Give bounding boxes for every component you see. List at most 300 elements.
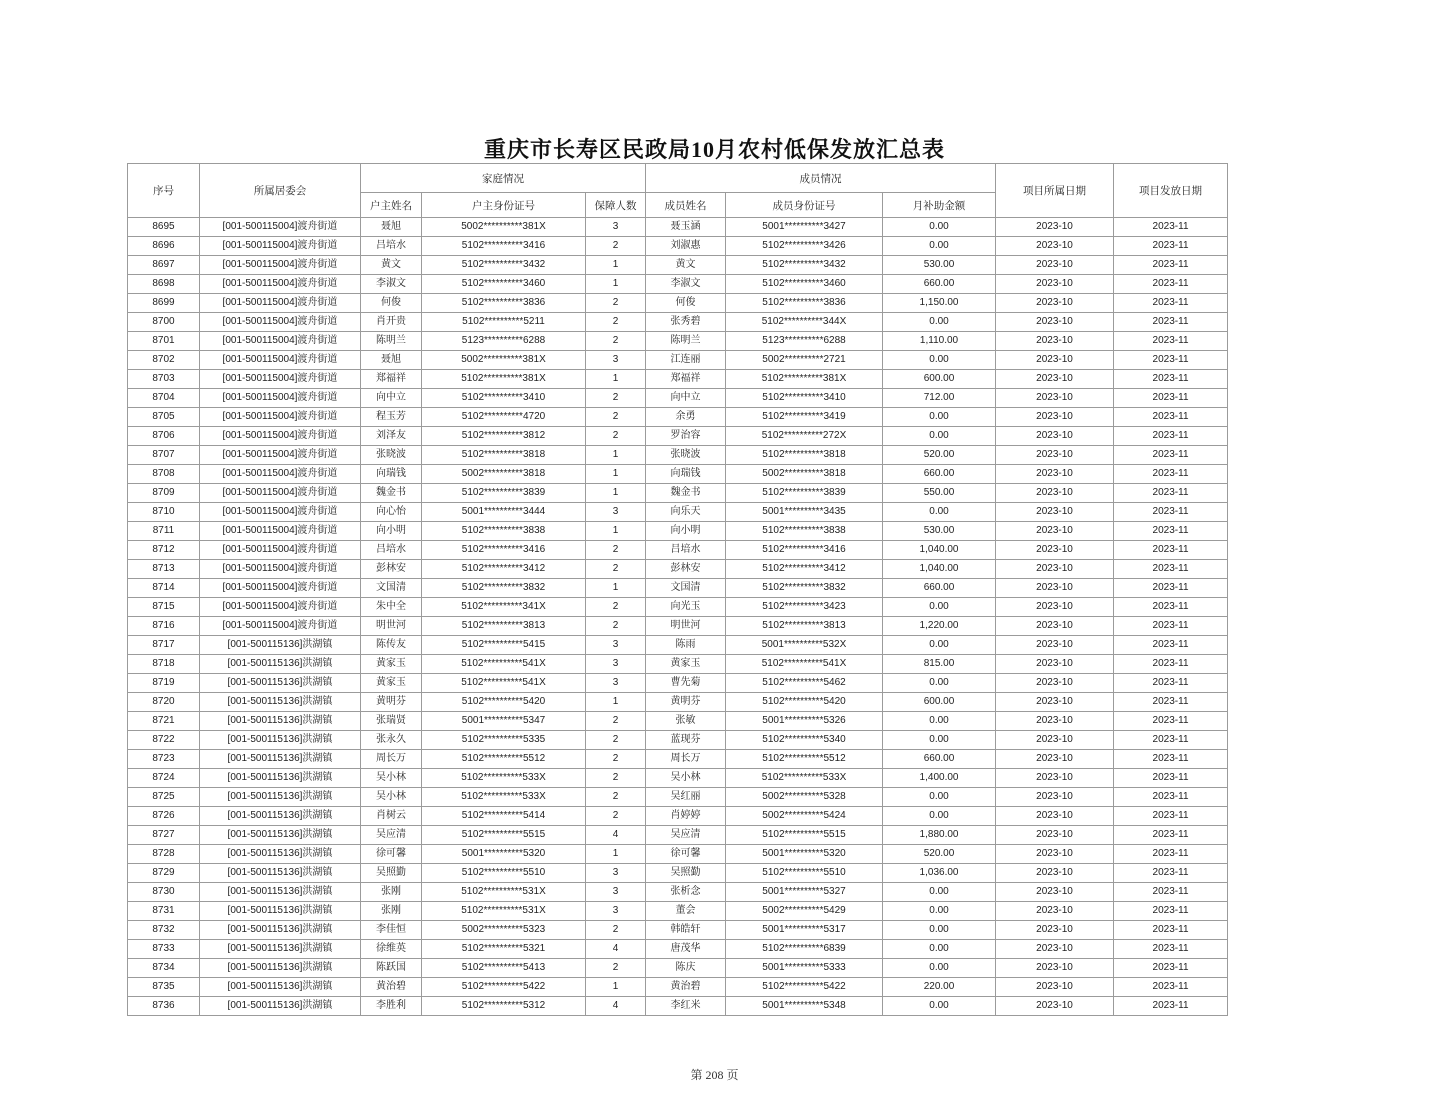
serial-cell: 8704 — [128, 389, 200, 408]
serial-cell: 8707 — [128, 446, 200, 465]
member-id-cell: 5102**********381X — [726, 370, 883, 389]
head-name-cell: 李淑文 — [361, 275, 422, 294]
serial-cell: 8722 — [128, 731, 200, 750]
member-name-cell: 陈明兰 — [646, 332, 726, 351]
insured-count-cell: 1 — [586, 845, 646, 864]
committee-cell: [001-500115004]渡舟街道 — [200, 313, 361, 332]
committee-cell: [001-500115004]渡舟街道 — [200, 256, 361, 275]
head-name-cell: 徐可馨 — [361, 845, 422, 864]
head-name-cell: 向瑞钱 — [361, 465, 422, 484]
head-id-cell: 5123**********6288 — [422, 332, 586, 351]
project-month-cell: 2023-10 — [996, 807, 1114, 826]
project-month-cell: 2023-10 — [996, 237, 1114, 256]
amount-cell: 815.00 — [883, 655, 996, 674]
head-name-cell: 明世河 — [361, 617, 422, 636]
member-id-cell: 5102**********3432 — [726, 256, 883, 275]
issue-month-cell: 2023-11 — [1114, 503, 1228, 522]
amount-cell: 520.00 — [883, 845, 996, 864]
member-name-cell: 黄家玉 — [646, 655, 726, 674]
member-id-cell: 5102**********3836 — [726, 294, 883, 313]
member-id-cell: 5102**********3423 — [726, 598, 883, 617]
committee-cell: [001-500115004]渡舟街道 — [200, 427, 361, 446]
amount-cell: 1,150.00 — [883, 294, 996, 313]
col-header-member-id: 成员身份证号 — [726, 193, 883, 218]
project-month-cell: 2023-10 — [996, 332, 1114, 351]
issue-month-cell: 2023-11 — [1114, 959, 1228, 978]
head-name-cell: 张永久 — [361, 731, 422, 750]
head-name-cell: 黄明芬 — [361, 693, 422, 712]
committee-cell: [001-500115136]洪湖镇 — [200, 940, 361, 959]
col-header-project-month: 项目所属日期 — [996, 164, 1114, 218]
amount-cell: 520.00 — [883, 446, 996, 465]
amount-cell: 0.00 — [883, 237, 996, 256]
insured-count-cell: 1 — [586, 693, 646, 712]
committee-cell: [001-500115004]渡舟街道 — [200, 522, 361, 541]
issue-month-cell: 2023-11 — [1114, 940, 1228, 959]
committee-cell: [001-500115136]洪湖镇 — [200, 674, 361, 693]
insured-count-cell: 3 — [586, 902, 646, 921]
head-id-cell: 5102**********533X — [422, 769, 586, 788]
head-name-cell: 刘泽友 — [361, 427, 422, 446]
member-name-cell: 唐茂华 — [646, 940, 726, 959]
committee-cell: [001-500115004]渡舟街道 — [200, 598, 361, 617]
committee-cell: [001-500115136]洪湖镇 — [200, 997, 361, 1016]
member-id-cell: 5001**********3427 — [726, 218, 883, 237]
insured-count-cell: 2 — [586, 408, 646, 427]
member-name-cell: 吴应清 — [646, 826, 726, 845]
head-id-cell: 5102**********3813 — [422, 617, 586, 636]
member-name-cell: 韩皓轩 — [646, 921, 726, 940]
member-id-cell: 5102**********3410 — [726, 389, 883, 408]
project-month-cell: 2023-10 — [996, 446, 1114, 465]
head-id-cell: 5102**********381X — [422, 370, 586, 389]
committee-cell: [001-500115136]洪湖镇 — [200, 845, 361, 864]
amount-cell: 1,040.00 — [883, 541, 996, 560]
head-name-cell: 张刚 — [361, 883, 422, 902]
issue-month-cell: 2023-11 — [1114, 997, 1228, 1016]
member-name-cell: 吕培水 — [646, 541, 726, 560]
amount-cell: 660.00 — [883, 750, 996, 769]
serial-cell: 8711 — [128, 522, 200, 541]
head-name-cell: 向中立 — [361, 389, 422, 408]
project-month-cell: 2023-10 — [996, 465, 1114, 484]
insured-count-cell: 2 — [586, 769, 646, 788]
serial-cell: 8709 — [128, 484, 200, 503]
serial-cell: 8731 — [128, 902, 200, 921]
committee-cell: [001-500115136]洪湖镇 — [200, 693, 361, 712]
insured-count-cell: 3 — [586, 503, 646, 522]
committee-cell: [001-500115004]渡舟街道 — [200, 579, 361, 598]
serial-cell: 8735 — [128, 978, 200, 997]
member-name-cell: 张晓波 — [646, 446, 726, 465]
insured-count-cell: 2 — [586, 427, 646, 446]
head-id-cell: 5102**********341X — [422, 598, 586, 617]
head-id-cell: 5102**********3412 — [422, 560, 586, 579]
table-row — [128, 655, 1228, 674]
head-name-cell: 聂旭 — [361, 218, 422, 237]
member-name-cell: 黄治碧 — [646, 978, 726, 997]
issue-month-cell: 2023-11 — [1114, 484, 1228, 503]
col-header-member-name: 成员姓名 — [646, 193, 726, 218]
issue-month-cell: 2023-11 — [1114, 788, 1228, 807]
project-month-cell: 2023-10 — [996, 541, 1114, 560]
member-id-cell: 5001**********5327 — [726, 883, 883, 902]
head-id-cell: 5102**********5515 — [422, 826, 586, 845]
amount-cell: 600.00 — [883, 370, 996, 389]
amount-cell: 600.00 — [883, 693, 996, 712]
committee-cell: [001-500115136]洪湖镇 — [200, 864, 361, 883]
head-name-cell: 陈明兰 — [361, 332, 422, 351]
insured-count-cell: 1 — [586, 256, 646, 275]
head-name-cell: 李佳恒 — [361, 921, 422, 940]
committee-cell: [001-500115004]渡舟街道 — [200, 617, 361, 636]
head-id-cell: 5102**********5211 — [422, 313, 586, 332]
table-row — [128, 275, 1228, 294]
committee-cell: [001-500115004]渡舟街道 — [200, 465, 361, 484]
amount-cell: 712.00 — [883, 389, 996, 408]
head-name-cell: 张瑞贤 — [361, 712, 422, 731]
head-id-cell: 5102**********5415 — [422, 636, 586, 655]
insured-count-cell: 2 — [586, 712, 646, 731]
amount-cell: 0.00 — [883, 731, 996, 750]
table-row — [128, 712, 1228, 731]
serial-cell: 8699 — [128, 294, 200, 313]
member-id-cell: 5102**********5340 — [726, 731, 883, 750]
member-name-cell: 蓝现芬 — [646, 731, 726, 750]
head-name-cell: 文国清 — [361, 579, 422, 598]
table-row — [128, 218, 1228, 237]
amount-cell: 1,400.00 — [883, 769, 996, 788]
col-header-family-group: 家庭情况 — [361, 164, 646, 193]
member-name-cell: 文国清 — [646, 579, 726, 598]
member-id-cell: 5102**********533X — [726, 769, 883, 788]
member-id-cell: 5001**********5333 — [726, 959, 883, 978]
col-header-serial: 序号 — [128, 164, 200, 218]
amount-cell: 660.00 — [883, 465, 996, 484]
head-name-cell: 吴小林 — [361, 769, 422, 788]
issue-month-cell: 2023-11 — [1114, 351, 1228, 370]
project-month-cell: 2023-10 — [996, 712, 1114, 731]
serial-cell: 8714 — [128, 579, 200, 598]
serial-cell: 8703 — [128, 370, 200, 389]
member-name-cell: 魏金书 — [646, 484, 726, 503]
project-month-cell: 2023-10 — [996, 921, 1114, 940]
committee-cell: [001-500115004]渡舟街道 — [200, 332, 361, 351]
head-name-cell: 黄文 — [361, 256, 422, 275]
project-month-cell: 2023-10 — [996, 997, 1114, 1016]
serial-cell: 8720 — [128, 693, 200, 712]
issue-month-cell: 2023-11 — [1114, 750, 1228, 769]
serial-cell: 8695 — [128, 218, 200, 237]
serial-cell: 8726 — [128, 807, 200, 826]
amount-cell: 550.00 — [883, 484, 996, 503]
insured-count-cell: 4 — [586, 940, 646, 959]
issue-month-cell: 2023-11 — [1114, 370, 1228, 389]
table-row — [128, 484, 1228, 503]
issue-month-cell: 2023-11 — [1114, 978, 1228, 997]
issue-month-cell: 2023-11 — [1114, 579, 1228, 598]
project-month-cell: 2023-10 — [996, 427, 1114, 446]
head-id-cell: 5102**********3832 — [422, 579, 586, 598]
member-name-cell: 江连丽 — [646, 351, 726, 370]
serial-cell: 8715 — [128, 598, 200, 617]
head-id-cell: 5102**********5312 — [422, 997, 586, 1016]
table-row — [128, 864, 1228, 883]
member-id-cell: 5102**********3813 — [726, 617, 883, 636]
member-id-cell: 5102**********5422 — [726, 978, 883, 997]
insured-count-cell: 2 — [586, 294, 646, 313]
member-name-cell: 何俊 — [646, 294, 726, 313]
member-name-cell: 向中立 — [646, 389, 726, 408]
head-id-cell: 5102**********3836 — [422, 294, 586, 313]
serial-cell: 8708 — [128, 465, 200, 484]
member-id-cell: 5001**********3435 — [726, 503, 883, 522]
insured-count-cell: 4 — [586, 826, 646, 845]
serial-cell: 8710 — [128, 503, 200, 522]
table-row — [128, 693, 1228, 712]
head-id-cell: 5001**********5320 — [422, 845, 586, 864]
amount-cell: 0.00 — [883, 921, 996, 940]
head-id-cell: 5001**********3444 — [422, 503, 586, 522]
insured-count-cell: 1 — [586, 484, 646, 503]
head-id-cell: 5102**********5420 — [422, 693, 586, 712]
page-title: 重庆市长寿区民政局10月农村低保发放汇总表 — [483, 137, 945, 162]
committee-cell: [001-500115136]洪湖镇 — [200, 750, 361, 769]
committee-cell: [001-500115004]渡舟街道 — [200, 237, 361, 256]
issue-month-cell: 2023-11 — [1114, 275, 1228, 294]
member-name-cell: 郑福祥 — [646, 370, 726, 389]
table-row — [128, 997, 1228, 1016]
serial-cell: 8727 — [128, 826, 200, 845]
member-name-cell: 聂玉涵 — [646, 218, 726, 237]
member-name-cell: 黄文 — [646, 256, 726, 275]
head-name-cell: 肖树云 — [361, 807, 422, 826]
issue-month-cell: 2023-11 — [1114, 256, 1228, 275]
member-name-cell: 吴照勤 — [646, 864, 726, 883]
member-id-cell: 5002**********2721 — [726, 351, 883, 370]
serial-cell: 8725 — [128, 788, 200, 807]
member-id-cell: 5001**********5317 — [726, 921, 883, 940]
table-row — [128, 902, 1228, 921]
table-row — [128, 959, 1228, 978]
head-id-cell: 5102**********5512 — [422, 750, 586, 769]
insured-count-cell: 2 — [586, 750, 646, 769]
member-name-cell: 罗治容 — [646, 427, 726, 446]
head-id-cell: 5102**********3839 — [422, 484, 586, 503]
member-name-cell: 李淑文 — [646, 275, 726, 294]
head-name-cell: 朱中全 — [361, 598, 422, 617]
member-id-cell: 5102**********3832 — [726, 579, 883, 598]
insured-count-cell: 1 — [586, 370, 646, 389]
head-name-cell: 黄家玉 — [361, 674, 422, 693]
amount-cell: 0.00 — [883, 598, 996, 617]
table-row — [128, 389, 1228, 408]
member-id-cell: 5002**********5328 — [726, 788, 883, 807]
head-id-cell: 5002**********381X — [422, 218, 586, 237]
serial-cell: 8702 — [128, 351, 200, 370]
insured-count-cell: 2 — [586, 731, 646, 750]
committee-cell: [001-500115004]渡舟街道 — [200, 218, 361, 237]
insured-count-cell: 3 — [586, 218, 646, 237]
project-month-cell: 2023-10 — [996, 731, 1114, 750]
committee-cell: [001-500115136]洪湖镇 — [200, 883, 361, 902]
insured-count-cell: 3 — [586, 636, 646, 655]
member-name-cell: 董会 — [646, 902, 726, 921]
insured-count-cell: 3 — [586, 674, 646, 693]
insured-count-cell: 3 — [586, 655, 646, 674]
amount-cell: 1,036.00 — [883, 864, 996, 883]
member-id-cell: 5002**********5424 — [726, 807, 883, 826]
committee-cell: [001-500115136]洪湖镇 — [200, 731, 361, 750]
project-month-cell: 2023-10 — [996, 598, 1114, 617]
amount-cell: 1,110.00 — [883, 332, 996, 351]
amount-cell: 0.00 — [883, 427, 996, 446]
table-row — [128, 769, 1228, 788]
head-name-cell: 张晓波 — [361, 446, 422, 465]
member-name-cell: 陈庆 — [646, 959, 726, 978]
member-id-cell: 5102**********3460 — [726, 275, 883, 294]
table-row — [128, 731, 1228, 750]
member-id-cell: 5102**********5420 — [726, 693, 883, 712]
head-id-cell: 5102**********531X — [422, 883, 586, 902]
committee-cell: [001-500115004]渡舟街道 — [200, 446, 361, 465]
table-row — [128, 541, 1228, 560]
member-id-cell: 5102**********5510 — [726, 864, 883, 883]
head-id-cell: 5102**********5510 — [422, 864, 586, 883]
table-row — [128, 674, 1228, 693]
serial-cell: 8721 — [128, 712, 200, 731]
insured-count-cell: 3 — [586, 864, 646, 883]
insured-count-cell: 2 — [586, 313, 646, 332]
member-id-cell: 5102**********5515 — [726, 826, 883, 845]
member-id-cell: 5102**********272X — [726, 427, 883, 446]
table-row — [128, 560, 1228, 579]
project-month-cell: 2023-10 — [996, 218, 1114, 237]
serial-cell: 8712 — [128, 541, 200, 560]
project-month-cell: 2023-10 — [996, 484, 1114, 503]
issue-month-cell: 2023-11 — [1114, 560, 1228, 579]
committee-cell: [001-500115136]洪湖镇 — [200, 959, 361, 978]
project-month-cell: 2023-10 — [996, 655, 1114, 674]
issue-month-cell: 2023-11 — [1114, 427, 1228, 446]
committee-cell: [001-500115136]洪湖镇 — [200, 826, 361, 845]
serial-cell: 8729 — [128, 864, 200, 883]
member-name-cell: 刘淑惠 — [646, 237, 726, 256]
committee-cell: [001-500115004]渡舟街道 — [200, 370, 361, 389]
amount-cell: 0.00 — [883, 788, 996, 807]
table-row — [128, 921, 1228, 940]
project-month-cell: 2023-10 — [996, 560, 1114, 579]
head-name-cell: 黄家玉 — [361, 655, 422, 674]
committee-cell: [001-500115136]洪湖镇 — [200, 921, 361, 940]
head-name-cell: 郑福祥 — [361, 370, 422, 389]
member-name-cell: 向瑞钱 — [646, 465, 726, 484]
project-month-cell: 2023-10 — [996, 674, 1114, 693]
issue-month-cell: 2023-11 — [1114, 636, 1228, 655]
issue-month-cell: 2023-11 — [1114, 465, 1228, 484]
member-name-cell: 张秀碧 — [646, 313, 726, 332]
project-month-cell: 2023-10 — [996, 408, 1114, 427]
issue-month-cell: 2023-11 — [1114, 598, 1228, 617]
member-id-cell: 5001**********532X — [726, 636, 883, 655]
member-name-cell: 周长万 — [646, 750, 726, 769]
committee-cell: [001-500115004]渡舟街道 — [200, 275, 361, 294]
committee-cell: [001-500115004]渡舟街道 — [200, 408, 361, 427]
head-id-cell: 5102**********5321 — [422, 940, 586, 959]
amount-cell: 530.00 — [883, 522, 996, 541]
head-name-cell: 吴应清 — [361, 826, 422, 845]
table-row — [128, 579, 1228, 598]
amount-cell: 0.00 — [883, 902, 996, 921]
serial-cell: 8724 — [128, 769, 200, 788]
amount-cell: 220.00 — [883, 978, 996, 997]
head-name-cell: 彭林安 — [361, 560, 422, 579]
amount-cell: 0.00 — [883, 959, 996, 978]
issue-month-cell: 2023-11 — [1114, 389, 1228, 408]
amount-cell: 0.00 — [883, 883, 996, 902]
table-row — [128, 427, 1228, 446]
head-id-cell: 5102**********541X — [422, 655, 586, 674]
member-id-cell: 5001**********5320 — [726, 845, 883, 864]
issue-month-cell: 2023-11 — [1114, 845, 1228, 864]
member-name-cell: 李红米 — [646, 997, 726, 1016]
committee-cell: [001-500115136]洪湖镇 — [200, 788, 361, 807]
serial-cell: 8697 — [128, 256, 200, 275]
table-row — [128, 636, 1228, 655]
member-id-cell: 5102**********3839 — [726, 484, 883, 503]
head-id-cell: 5102**********5413 — [422, 959, 586, 978]
member-name-cell: 陈雨 — [646, 636, 726, 655]
serial-cell: 8733 — [128, 940, 200, 959]
table-row — [128, 313, 1228, 332]
issue-month-cell: 2023-11 — [1114, 902, 1228, 921]
committee-cell: [001-500115004]渡舟街道 — [200, 294, 361, 313]
issue-month-cell: 2023-11 — [1114, 807, 1228, 826]
project-month-cell: 2023-10 — [996, 788, 1114, 807]
member-id-cell: 5102**********3419 — [726, 408, 883, 427]
table-row — [128, 408, 1228, 427]
committee-cell: [001-500115004]渡舟街道 — [200, 351, 361, 370]
head-name-cell: 吕培水 — [361, 237, 422, 256]
amount-cell: 0.00 — [883, 997, 996, 1016]
insured-count-cell: 2 — [586, 332, 646, 351]
project-month-cell: 2023-10 — [996, 370, 1114, 389]
committee-cell: [001-500115004]渡舟街道 — [200, 541, 361, 560]
head-name-cell: 张刚 — [361, 902, 422, 921]
committee-cell: [001-500115004]渡舟街道 — [200, 560, 361, 579]
col-header-committee: 所属居委会 — [200, 164, 361, 218]
issue-month-cell: 2023-11 — [1114, 237, 1228, 256]
project-month-cell: 2023-10 — [996, 294, 1114, 313]
issue-month-cell: 2023-11 — [1114, 446, 1228, 465]
project-month-cell: 2023-10 — [996, 636, 1114, 655]
col-header-issue-month: 项目发放日期 — [1114, 164, 1228, 218]
head-name-cell: 魏金书 — [361, 484, 422, 503]
amount-cell: 1,880.00 — [883, 826, 996, 845]
issue-month-cell: 2023-11 — [1114, 655, 1228, 674]
member-id-cell: 5001**********5326 — [726, 712, 883, 731]
col-header-head-id: 户主身份证号 — [422, 193, 586, 218]
member-name-cell: 余勇 — [646, 408, 726, 427]
member-name-cell: 徐可馨 — [646, 845, 726, 864]
committee-cell: [001-500115136]洪湖镇 — [200, 636, 361, 655]
serial-cell: 8736 — [128, 997, 200, 1016]
serial-cell: 8701 — [128, 332, 200, 351]
col-header-head-name: 户主姓名 — [361, 193, 422, 218]
serial-cell: 8705 — [128, 408, 200, 427]
project-month-cell: 2023-10 — [996, 864, 1114, 883]
serial-cell: 8728 — [128, 845, 200, 864]
